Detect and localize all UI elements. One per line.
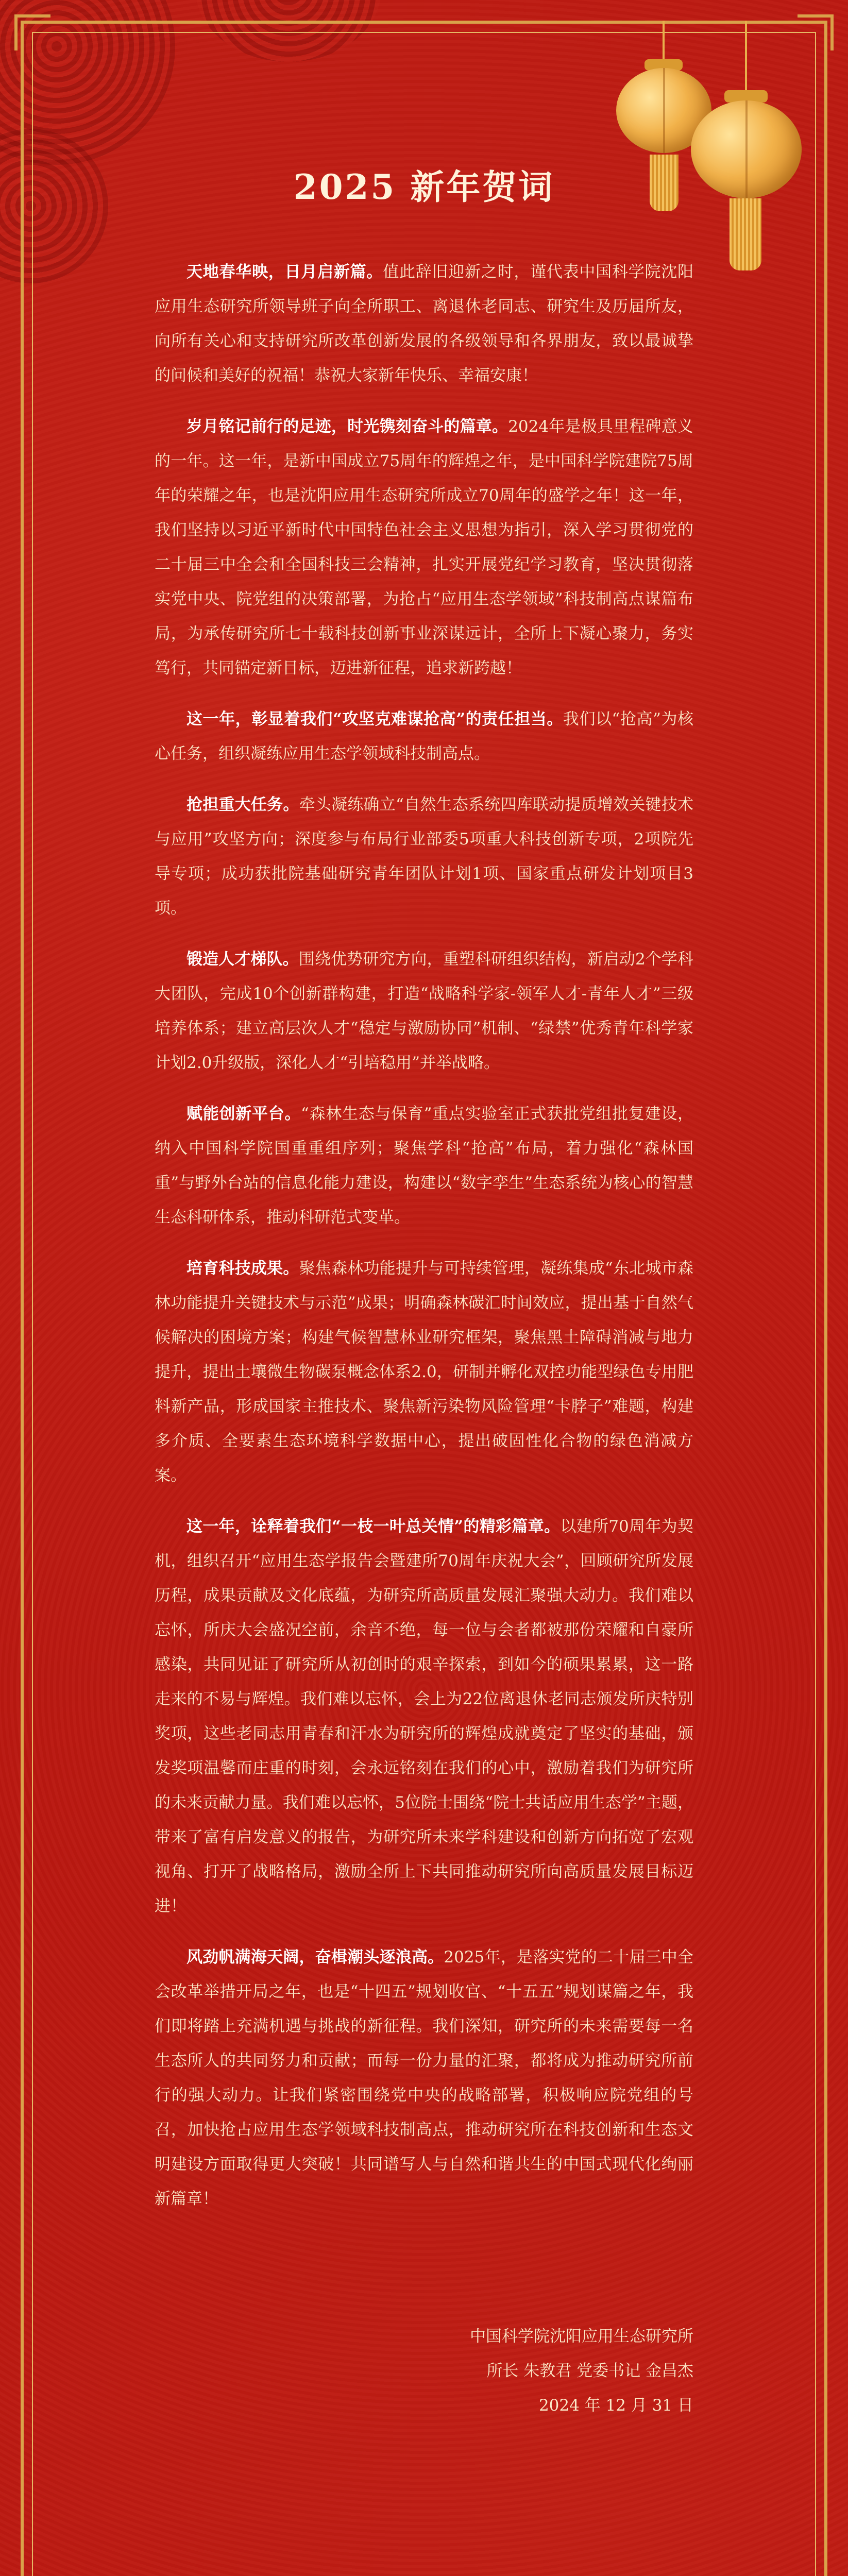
paragraph bbox=[155, 410, 693, 686]
paragraph-text: 牵头凝练确立“自然生态系统四库联动提质增效关键技术与应用”攻坚方向；深度参与布局行业部委5项重大科技创新专项，2项院先导专项；成功获批院基础研究青年团队计划1项、国家重点研发计划项目3项。 bbox=[155, 795, 693, 918]
paragraph-lead: 风劲帆满海天阔，奋楫潮头逐浪高。 bbox=[186, 1948, 444, 1967]
paragraph bbox=[155, 702, 693, 771]
paragraph-lead: 岁月铭记前行的足迹，时光镌刻奋斗的篇章。 bbox=[186, 417, 508, 436]
signature-block bbox=[155, 2319, 693, 2423]
paragraph-text: 围绕优势研究方向，重塑科研组织结构，新启动2个学科大团队，完成10个创新群构建，打造“战略科学家-领军人才-青年人才”三级培养体系；建立高层次人才“稳定与激励协同”机制、“绿禁”优秀青年科学家计划2.0升级版，深化人才“引培稳用”并举战略。 bbox=[155, 950, 693, 1072]
signature-organization: 中国科学院沈阳应用生态研究所 bbox=[470, 2327, 693, 2346]
paragraph-lead: 抢担重大任务。 bbox=[186, 795, 299, 814]
paragraph-text: 值此辞旧迎新之时，谨代表中国科学院沈阳应用生态研究所领导班子向全所职工、离退休老同志、研究生及历届所友，向所有关心和支持研究所改革创新发展的各级领导和各界朋友，致以最诚挚的问候和美好的祝福！恭祝大家新年快乐、幸福安康！ bbox=[155, 263, 694, 385]
letter-content bbox=[155, 160, 693, 2423]
paragraph bbox=[155, 255, 693, 393]
paragraph-text: 2024年是极具里程碑意义的一年。这一年，是新中国成立75周年的辉煌之年，是中国科学院建院75周年的荣耀之年，也是沈阳应用生态研究所成立70周年的盛学之年！这一年，我们坚持以习近平新时代中国特色社会主义思想为指引，深入学习贯彻党的二十届三中全会和全国科技三会精神，扎实开展党纪学习教育，坚决贯彻落实党中央、院党组的决策部署，为抢占“应用生态学领域”科技制高点谋篇布局，为承传研究所七十载科技创新事业深谋远计，全所上下凝心聚力，务实笃行，共同锚定新目标，迈进新征程，追求新跨越！ bbox=[155, 417, 693, 677]
paragraph-lead: 这一年，诠释着我们“一枝一叶总关情”的精彩篇章。 bbox=[186, 1517, 561, 1536]
paragraph-text: 我们以“抢高”为核心任务，组织凝练应用生态学领域科技制高点。 bbox=[155, 710, 693, 763]
paragraph-lead: 锻造人才梯队。 bbox=[186, 950, 299, 969]
paragraph-lead: 培育科技成果。 bbox=[186, 1259, 299, 1278]
lantern-icon bbox=[691, 100, 802, 198]
paragraph bbox=[155, 942, 693, 1080]
paragraph-lead: 天地春华映，日月启新篇。 bbox=[186, 263, 383, 281]
paragraph bbox=[155, 1251, 693, 1493]
paragraph bbox=[155, 788, 693, 926]
lantern-string bbox=[745, 21, 747, 93]
signature-date: 2024 年 12 月 31 日 bbox=[538, 2396, 693, 2415]
paragraph bbox=[155, 1097, 693, 1235]
paragraph bbox=[155, 1940, 693, 2216]
paragraph-text: 2025年，是落实党的二十届三中全会改革举措开局之年，也是“十四五”规划收官、“十五五”规划谋篇之年，我们即将踏上充满机遇与挑战的新征程。我们深知，研究所的未来需要每一名生态所人的共同努力和贡献；而每一份力量的汇聚，都将成为推动研究所前行的强大动力。让我们紧密围绕党中央的战略部署，积极响应院党组的号召，加快抢占应用生态学领域科技制高点，推动研究所在科技创新和生态文明建设方面取得更大突破！共同谱写人与自然和谐共生的中国式现代化绚丽新篇章！ bbox=[155, 1948, 693, 2208]
paragraph-text: 以建所70周年为契机，组织召开“应用生态学报告会暨建所70周年庆祝大会”，回顾研究所发展历程，成果贡献及文化底蕴，为研究所高质量发展汇聚强大动力。我们难以忘怀，所庆大会盛况空前，余音不绝，每一位与会者都被那份荣耀和自豪所感染，共同见证了研究所从初创时的艰辛探索，到如今的硕果累累，这一路走来的不易与辉煌。我们难以忘怀，会上为22位离退休老同志颁发所庆特别奖项，这些老同志用青春和汗水为研究所的辉煌成就奠定了坚实的基础，颁发奖项温馨而庄重的时刻，会永远铭刻在我们的心中，激励着我们为研究所的未来贡献力量。我们难以忘怀，5位院士围绕“院士共话应用生态学”主题，带来了富有启发意义的报告，为研究所未来学科建设和创新方向拓宽了宏观视角、打开了战略格局，激励全所上下共同推动研究所向高质量发展目标迈进！ bbox=[155, 1517, 693, 1916]
lantern-string bbox=[663, 21, 665, 62]
paragraph-lead: 赋能创新平台。 bbox=[186, 1105, 301, 1123]
signature-names: 所长 朱教君 党委书记 金昌杰 bbox=[486, 2362, 693, 2380]
paragraph bbox=[155, 1510, 693, 1924]
tassel-icon bbox=[730, 198, 761, 270]
paragraph-lead: 这一年，彰显着我们“攻坚克难谋抢高”的责任担当。 bbox=[186, 710, 563, 728]
paragraph-text: “森林生态与保育”重点实验室正式获批党组批复建设，纳入中国科学院国重重组序列；聚焦学科“抢高”布局，着力强化“森林国重”与野外台站的信息化能力建设，构建以“数字孪生”生态系统为核心的智慧生态科研体系，推动科研范式变革。 bbox=[155, 1105, 694, 1227]
frame-corner-top-left bbox=[14, 14, 50, 50]
paragraph-text: 聚焦森林功能提升与可持续管理，凝练集成“东北城市森林功能提升关键技术与示范”成果；明确森林碳汇时间效应，提出基于自然气候解决的困境方案；构建气候智慧林业研究框架，聚焦黑土障碍消减与地力提升，提出土壤微生物碳泵概念体系2.0，研制并孵化双控功能型绿色专用肥料新产品，形成国家主推技术、聚焦新污染物风险管理“卡脖子”难题，构建多介质、全要素生态环境科学数据中心，提出破固性化合物的绿色消减方案。 bbox=[155, 1259, 693, 1485]
page-title: 2025 新年贺词 bbox=[293, 167, 555, 207]
